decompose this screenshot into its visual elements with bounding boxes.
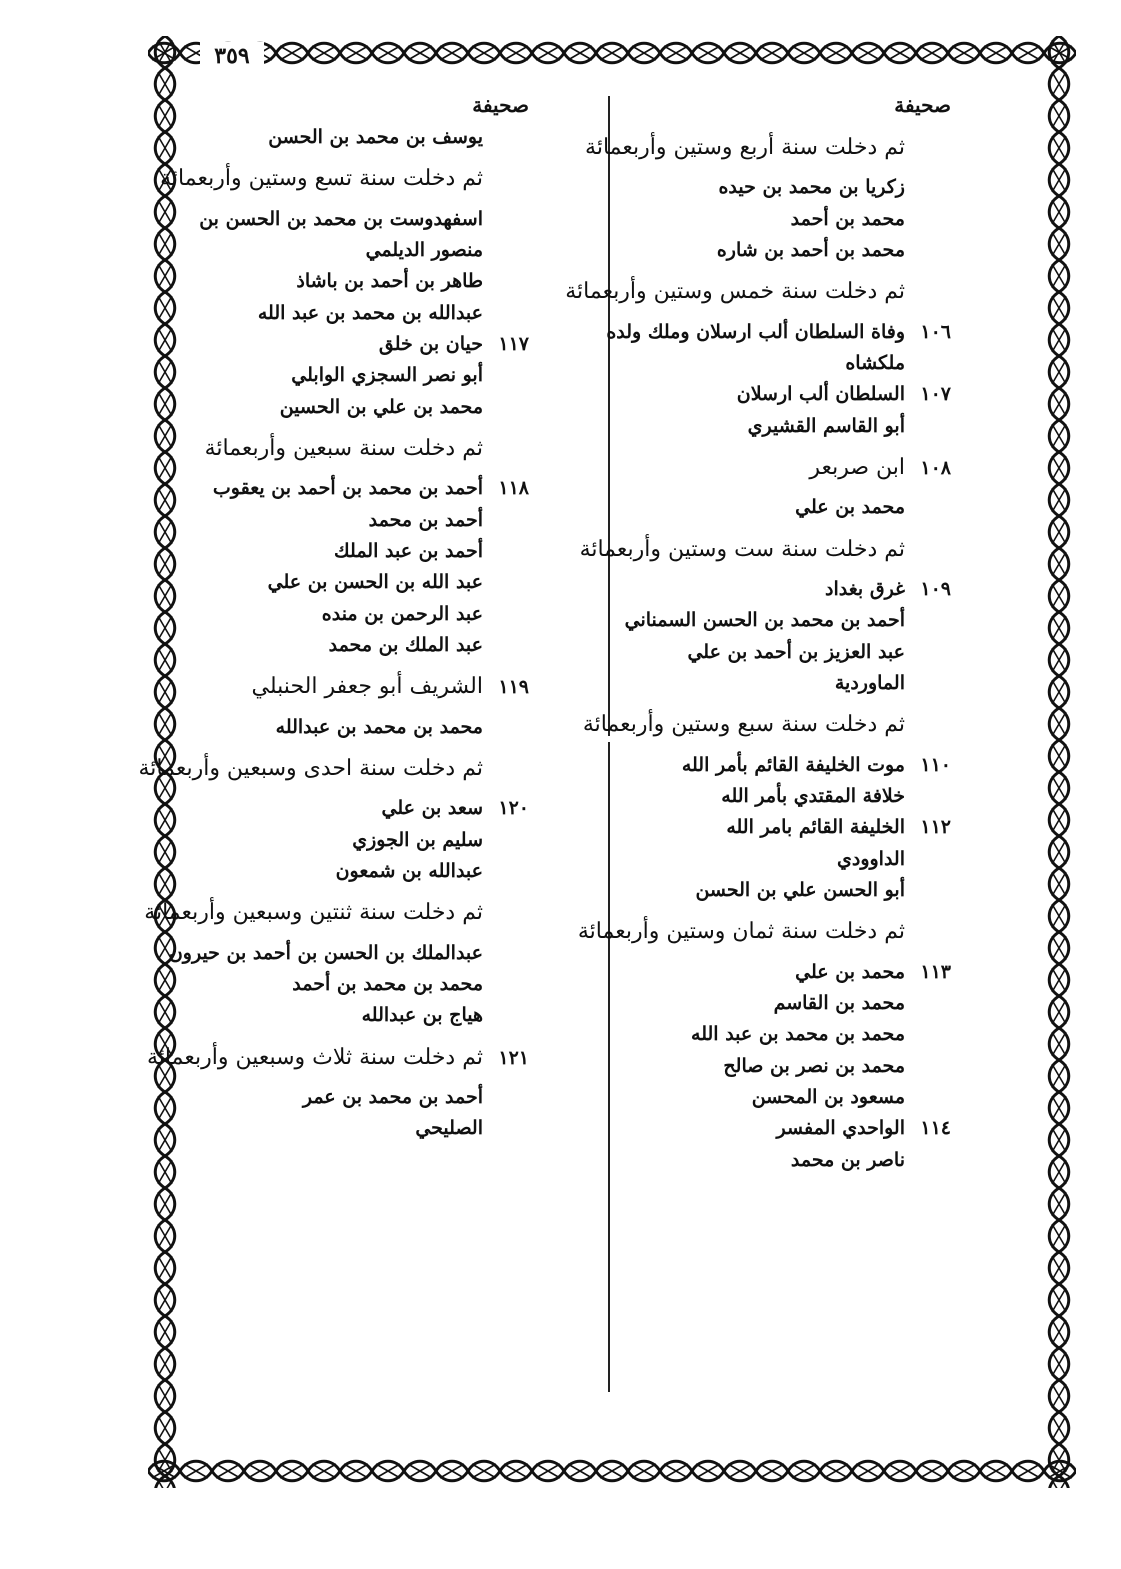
entry-title: موت الخليفة القائم بأمر الله [681,753,905,776]
entry-title: أبو الحسن علي بن الحسن [695,878,905,901]
index-entry [159,1113,529,1144]
entry-title: منصور الديلمي [365,238,483,261]
entry-title: الشريف أبو جعفر الحنبلي [251,674,483,700]
entry-title: ثم دخلت سنة خمس وستين وأربعمائة [565,279,905,305]
column-header: صحيفة [894,93,951,117]
index-entry [159,969,529,1000]
index-entry [531,812,951,843]
entry-title: أحمد بن محمد بن الحسن السمناني [624,609,905,632]
entry-title: أحمد بن عبد الملك [334,540,483,563]
entry-page-number: ١١٧ [498,333,529,356]
index-entry [531,235,951,266]
entry-page-number: ١٠٧ [920,383,951,406]
entry-title: عبدالله بن محمد بن عبد الله [257,301,483,324]
entry-page-number: ١١٩ [498,676,529,699]
entry-title: محمد بن القاسم [773,991,905,1014]
entry-title: محمد بن أحمد بن شاره [716,238,905,261]
year-heading-row [531,914,951,950]
index-entry [159,392,529,423]
entry-title: غرق بغداد [825,577,905,600]
entry-title: أحمد بن محمد بن عمر [302,1086,483,1108]
entry-title: خلافة المقتدي بأمر الله [721,784,905,807]
entry-title: ثم دخلت سنة تسع وستين وأربعمائة [160,166,483,192]
entry-title: محمد بن محمد بن عبدالله [275,715,483,738]
entry-title: محمد بن علي [795,960,905,983]
index-entry [159,298,529,329]
year-heading-row [531,707,951,743]
index-entry [531,844,951,875]
entry-title: ثم دخلت سنة أربع وستين وأربعمائة [585,135,905,160]
index-entry [531,204,951,235]
entry-title: ثم دخلت سنة ثلاث وسبعين وأربعمائة [147,1044,483,1070]
entry-list [138,122,529,1145]
entry-page-number: ١٠٩ [920,577,951,600]
index-entry [531,348,951,379]
entry-title: الواحدي المفسر [776,1117,905,1140]
index-entry [159,630,529,661]
index-entry [159,825,529,856]
index-entry [159,204,529,235]
year-heading-row [159,669,529,705]
entry-title: وفاة السلطان ألب ارسلان وملك ولده [606,320,905,343]
index-entry [531,1145,951,1176]
entry-title: ابن صربعر [809,455,905,480]
entry-title: أبو القاسم القشيري [747,414,905,437]
year-heading-row [138,751,529,787]
year-heading-row [531,450,951,486]
index-entry [159,122,529,153]
index-entry [159,505,529,536]
entry-title: الخليفة القائم بامر الله [726,816,905,839]
entry-page-number: ١١٠ [920,753,951,776]
year-heading-row [531,532,951,568]
entry-page-number: ١١٤ [920,1117,951,1140]
entry-title: ناصر بن محمد [790,1148,905,1171]
index-entry [531,172,951,203]
entry-title: ثم دخلت سنة ثمان وستين وأربعمائة [577,919,905,945]
index-entry [531,492,951,523]
index-entry [159,266,529,297]
index-entry [531,411,951,442]
entry-title: ثم دخلت سنة ست وستين وأربعمائة [579,536,905,562]
entry-title: عبد الرحمن بن منده [321,602,483,625]
entry-title: الصليحي [415,1117,483,1140]
year-heading-row [144,895,529,931]
index-entry [159,793,529,824]
index-entry [159,599,529,630]
entry-title: الداوودي [836,847,905,870]
left-index-column [138,88,529,1408]
entry-title: محمد بن محمد بن عبد الله [691,1023,905,1046]
index-entry [159,938,529,969]
entry-title: محمد بن محمد بن أحمد [292,973,483,996]
entry-page-number: ١١٢ [920,816,951,839]
entry-title: أحمد بن محمد [368,508,483,531]
page-number: ٣٥٩ [200,42,264,70]
entry-title: عبدالملك بن الحسن بن أحمد بن حيرون [168,941,483,964]
index-entry [531,668,951,699]
index-entry [531,637,951,668]
index-entry [159,473,529,504]
entry-title: مسعود بن المحسن [751,1086,905,1108]
entry-title: عبد الملك بن محمد [328,634,483,657]
index-entry [159,567,529,598]
index-entry [159,360,529,391]
entry-page-number: ١٢١ [498,1046,529,1069]
entry-title: اسفهدوست بن محمد بن الحسن بن [199,207,483,230]
entry-title: يوسف بن محمد بن الحسن [268,126,483,148]
year-heading-row [531,274,951,310]
border-bottom [148,1454,1076,1488]
index-entry [531,1051,951,1082]
entry-page-number: ١٢٠ [498,797,529,820]
entry-page-number: ١٠٦ [920,320,951,343]
index-entry [531,750,951,781]
index-entry [531,957,951,988]
entry-page-number: ١١٨ [498,477,529,500]
entry-title: محمد بن أحمد [790,207,905,230]
year-heading-row [147,1040,529,1076]
entry-page-number: ١٠٨ [920,457,951,479]
index-entry [159,235,529,266]
right-index-column [531,88,951,1408]
index-entry [159,536,529,567]
entry-list [531,130,951,1176]
index-entry [159,856,529,887]
entry-page-number: ١١٣ [920,960,951,983]
index-entry [531,988,951,1019]
index-entry [159,1082,529,1113]
entry-title: زكريا بن محمد بن حيده [718,176,905,199]
entry-title: طاهر بن أحمد بن باشاذ [296,270,483,293]
entry-title: عبدالله بن شمعون [335,860,483,883]
entry-title: محمد بن نصر بن صالح [723,1054,905,1077]
index-entry [531,781,951,812]
entry-title: هياج بن عبدالله [361,1004,483,1027]
entry-title: الماوردية [834,671,905,694]
entry-title: سعد بن علي [381,797,483,820]
entry-title: ثم دخلت سنة سبعين وأربعمائة [204,436,483,462]
entry-title: ثم دخلت سنة ثنتين وسبعين وأربعمائة [144,900,483,926]
index-entry [531,875,951,906]
index-entry [159,329,529,360]
year-heading-row [159,431,529,467]
entry-title: سليم بن الجوزي [352,828,483,851]
entry-title: محمد بن علي [795,496,905,519]
border-top [148,36,1076,70]
index-entry [531,379,951,410]
entry-title: محمد بن علي بن الحسين [279,395,483,418]
entry-title: أحمد بن محمد بن أحمد بن يعقوب [212,477,483,500]
column-header: صحيفة [472,93,529,117]
index-entry [159,712,529,743]
index-entry [531,1082,951,1113]
index-entry [531,605,951,636]
index-entry [531,317,951,348]
index-entry [531,574,951,605]
entry-title: حيان بن خلق [378,333,483,356]
index-entry [531,1113,951,1144]
entry-title: عبد الله بن الحسن بن علي [267,571,483,594]
entry-title: عبد العزيز بن أحمد بن علي [687,640,905,663]
entry-title: السلطان ألب ارسلان [736,383,905,406]
border-right [1042,36,1076,1488]
entry-title: أبو نصر السجزي الوابلي [291,364,483,387]
entry-title: ثم دخلت سنة احدى وسبعين وأربعمائة [138,756,483,782]
index-entry [159,1000,529,1031]
year-heading-row [531,130,951,166]
entry-title: ثم دخلت سنة سبع وستين وأربعمائة [582,712,905,738]
index-entry [531,1019,951,1050]
year-heading-row [159,161,529,197]
entry-title: ملكشاه [845,351,905,374]
